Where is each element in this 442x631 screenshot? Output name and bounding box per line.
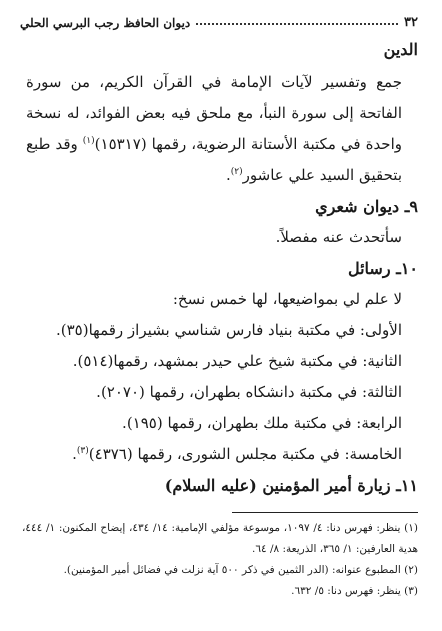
header-dot-leader [196, 23, 398, 25]
main-text [26, 34, 418, 501]
footnote-separator [232, 512, 418, 513]
paragraph-text-cont: وقد طبع بتحقيق السيد علي عاشور [26, 135, 402, 184]
section-9-text: سأتحدث عنه مفصلاً. [275, 228, 402, 246]
section-11-heading: ١١ـ زيارة أمير المؤمنين (عليه السلام) [164, 476, 418, 495]
manuscript-item-5 [26, 439, 418, 470]
footnote-ref-2[interactable]: (٢) [230, 167, 243, 177]
paragraph-tafsir [26, 67, 418, 191]
footnote-3: (٣) ينظر: فهرس دنا: ٥/ ٦٣٢. [291, 585, 418, 597]
item-end: . [72, 445, 77, 463]
section-10-intro: لا علم لي بمواضيعها، لها خمس نسخ: [172, 290, 402, 308]
footnote-ref-1[interactable]: (١) [82, 136, 95, 146]
section-10-heading: ١٠ـ رسائل [347, 259, 418, 278]
footnote-ref-3[interactable]: (٣) [76, 446, 89, 456]
manuscript-item-text: الخامسة: في مكتبة مجلس الشورى، رقمها (٤٣٧٦) [88, 445, 402, 463]
footnotes [22, 518, 418, 602]
manuscript-item: الأولى: في مكتبة بنياد فارس شناسي بشيراز رقمها(٣٥). [55, 321, 402, 339]
continued-heading: الدين [383, 40, 418, 59]
footnote-2: (٢) المطبوع عنوانه: (الدر الثمين في ذكر ٥٠٠ آية نزلت في فضائل أمير المؤمنين). [63, 564, 418, 576]
running-title: ديوان الحافظ رجب البرسي الحلي [20, 16, 191, 30]
paragraph-text: جمع وتفسير لآيات الإمامة في القرآن الكريم، من سورة الفاتحة إلى سورة النبأ، مع ملحق فيه بعض الفوائد، له نسخة واحدة في مكتبة الأستانة الرضوية، رقمها (١٥٣١٧) [26, 73, 402, 153]
manuscript-item: الثالثة: في مكتبة دانشكاه بطهران، رقمها (٢٠٧٠). [96, 383, 402, 401]
page-number: ٣٢ [404, 15, 418, 30]
manuscript-item: الثانية: في مكتبة شيخ علي حيدر بمشهد، رقمها(٥١٤). [72, 352, 402, 370]
footnote-1: (١) ينظر: فهرس دنا: ٤/ ١٠٩٧، موسوعة مؤلفي الإمامية: ١٤/ ٤٣٤، إيضاح المكنون: ١/ ٤٤٤، هدية العارفين: ١/ ٣٦٥، الذريعة: ٨/ ٦٤. [22, 522, 418, 555]
manuscript-item: الرابعة: في مكتبة ملك بطهران، رقمها (١٩٥). [122, 414, 402, 432]
section-9-heading: ٩ـ ديوان شعري [315, 197, 418, 216]
paragraph-end: . [226, 166, 231, 184]
running-header [20, 6, 418, 30]
